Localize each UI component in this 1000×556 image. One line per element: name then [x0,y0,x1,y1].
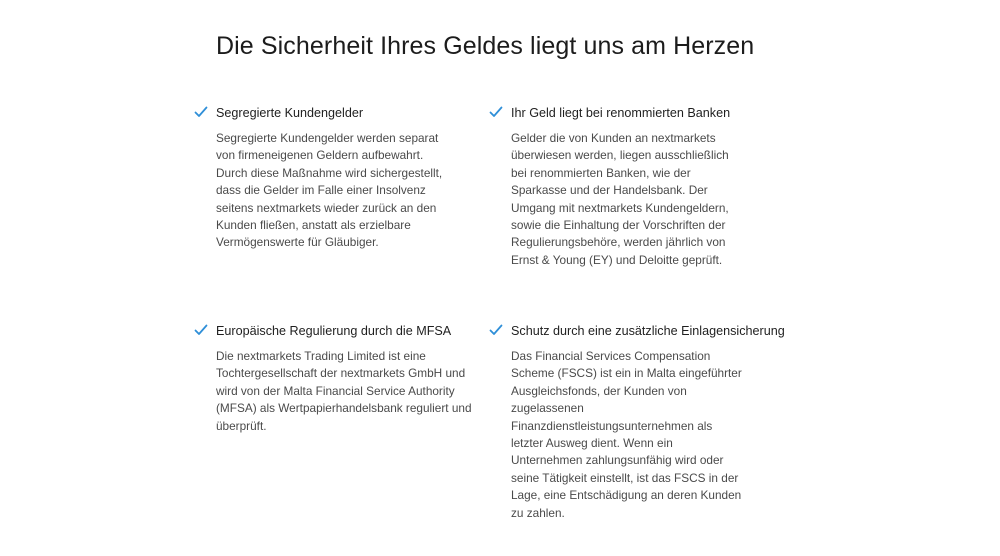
feature-description: Gelder die von Kunden an nextmarkets überwiesen werden, liegen ausschließlich bei renommierten Banken, wie der Sparkasse und der Handelsbank. Der Umgang mit nextmarkets Kundengeldern, sowie die Einhaltung der Vorschriften der Regulierungsbehöre, werden jährlich von Ernst & Young (EY) und Deloitte geprüft. [511,131,729,267]
check-icon [489,106,503,118]
check-icon [194,324,208,336]
feature-segregated-funds [216,105,446,252]
page-title: Die Sicherheit Ihres Geldes liegt uns am Herzen [216,32,755,60]
feature-description: Segregierte Kundengelder werden separat von firmeneigenen Geldern aufbewahrt. Durch diese Maßnahme wird sichergestellt, dass die Gelder im Falle einer Insolvenz seitens nextmarkets wieder zurück an den Kunden fließen, anstatt als erzielbare Vermögenswerte für Gläubiger. [216,131,443,250]
feature-title: Segregierte Kundengelder [216,106,364,120]
feature-title: Europäische Regulierung durch die MFSA [216,324,452,338]
feature-description: Die nextmarkets Trading Limited ist eine Tochtergesellschaft der nextmarkets GmbH und wird von der Malta Financial Service Authority (MFSA) als Wertpapierhandelsbank reguliert und überprüft. [216,349,472,433]
feature-renowned-banks [511,105,741,269]
feature-title: Schutz durch eine zusätzliche Einlagensicherung [511,324,785,338]
check-icon [194,106,208,118]
feature-mfsa-regulation [216,323,474,435]
check-icon [489,324,503,336]
feature-description: Das Financial Services Compensation Scheme (FSCS) ist ein in Malta eingeführter Ausgleichsfonds, der Kunden von zugelassenen Finanzdienstleistungsunternehmen als letzter Ausweg dient. Wenn ein Unternehmen zahlungsunfähig wird oder seine Tätigkeit einstellt, ist das FSCS in der Lage, eine Entschädigung an deren Kunden zu zahlen. [511,349,742,520]
feature-deposit-protection [511,323,785,522]
feature-title: Ihr Geld liegt bei renommierten Banken [511,106,731,120]
